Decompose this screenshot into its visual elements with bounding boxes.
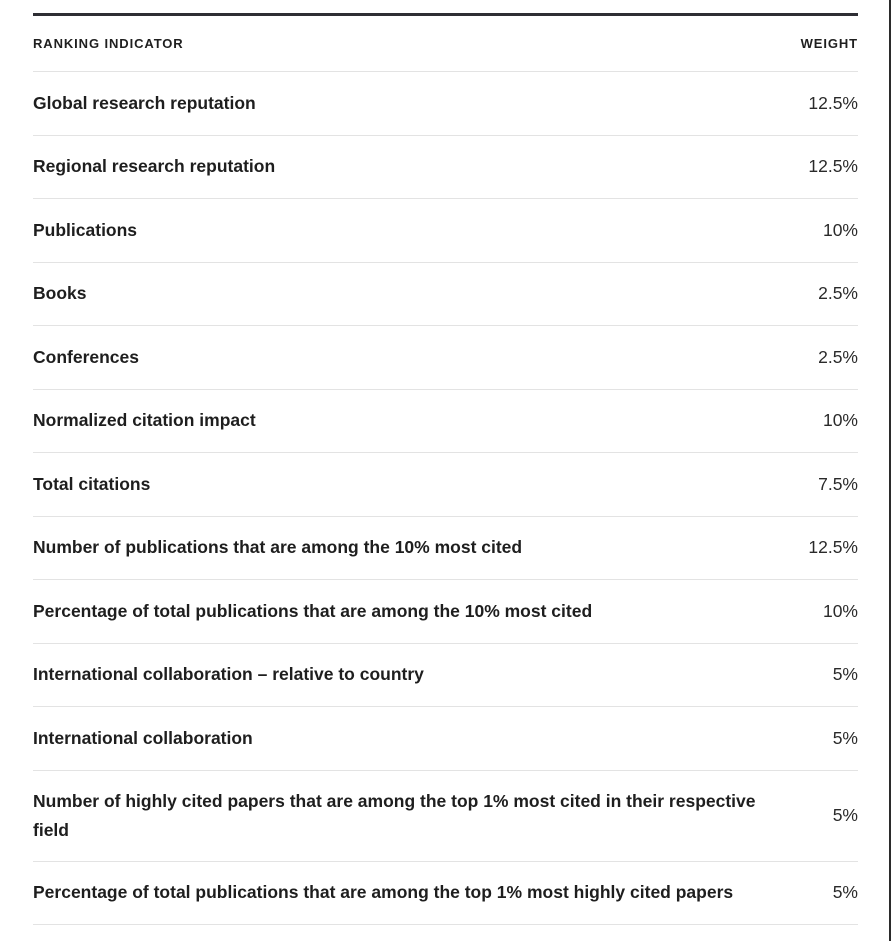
indicator-name: Publications: [33, 219, 138, 240]
indicator-name: Percentage of total publications that are among the top 1% most highly cited papers: [33, 882, 734, 903]
indicator-name: Total citations: [33, 473, 151, 494]
indicator-weight: 5%: [832, 882, 858, 903]
table-header-row: [33, 16, 858, 72]
column-header-indicator: RANKING INDICATOR: [33, 36, 184, 51]
indicator-weight: 5%: [832, 727, 858, 748]
indicator-weight: 12.5%: [808, 537, 858, 558]
table-row: [33, 771, 858, 862]
indicator-weight: 5%: [832, 805, 858, 825]
indicator-name: Books: [33, 283, 87, 304]
indicator-name: Percentage of total publications that are among the 10% most cited: [33, 600, 593, 621]
indicator-name: Regional research reputation: [33, 156, 276, 177]
column-header-weight: WEIGHT: [800, 36, 858, 51]
indicator-name: Normalized citation impact: [33, 410, 256, 431]
table-row: [33, 862, 858, 926]
indicator-weight: 5%: [832, 664, 858, 685]
table-row: [33, 72, 858, 136]
table-row: [33, 453, 858, 517]
indicator-name: Global research reputation: [33, 92, 256, 113]
table-row: [33, 580, 858, 644]
table-row: [33, 707, 858, 771]
ranking-indicator-table: [33, 13, 858, 925]
table-row: [33, 326, 858, 390]
indicator-weight: 2.5%: [818, 346, 858, 367]
indicator-weight: 12.5%: [808, 156, 858, 177]
indicator-weight: 10%: [822, 600, 858, 621]
indicator-name: Number of publications that are among the 10% most cited: [33, 537, 523, 558]
indicator-weight: 2.5%: [818, 283, 858, 304]
table-row: [33, 136, 858, 200]
indicator-weight: 12.5%: [808, 92, 858, 113]
table-row: [33, 390, 858, 454]
table-row: [33, 644, 858, 708]
indicator-name: International collaboration – relative to country: [33, 664, 424, 685]
table-row: [33, 517, 858, 581]
indicator-weight: 7.5%: [818, 473, 858, 494]
indicator-name: Conferences: [33, 346, 140, 367]
indicator-weight: 10%: [822, 410, 858, 431]
table-row: [33, 199, 858, 263]
indicator-name: International collaboration: [33, 727, 253, 748]
table-row: [33, 263, 858, 327]
indicator-weight: 10%: [822, 219, 858, 240]
indicator-name: Number of highly cited papers that are among the top 1% most cited in their respective field: [33, 790, 756, 840]
